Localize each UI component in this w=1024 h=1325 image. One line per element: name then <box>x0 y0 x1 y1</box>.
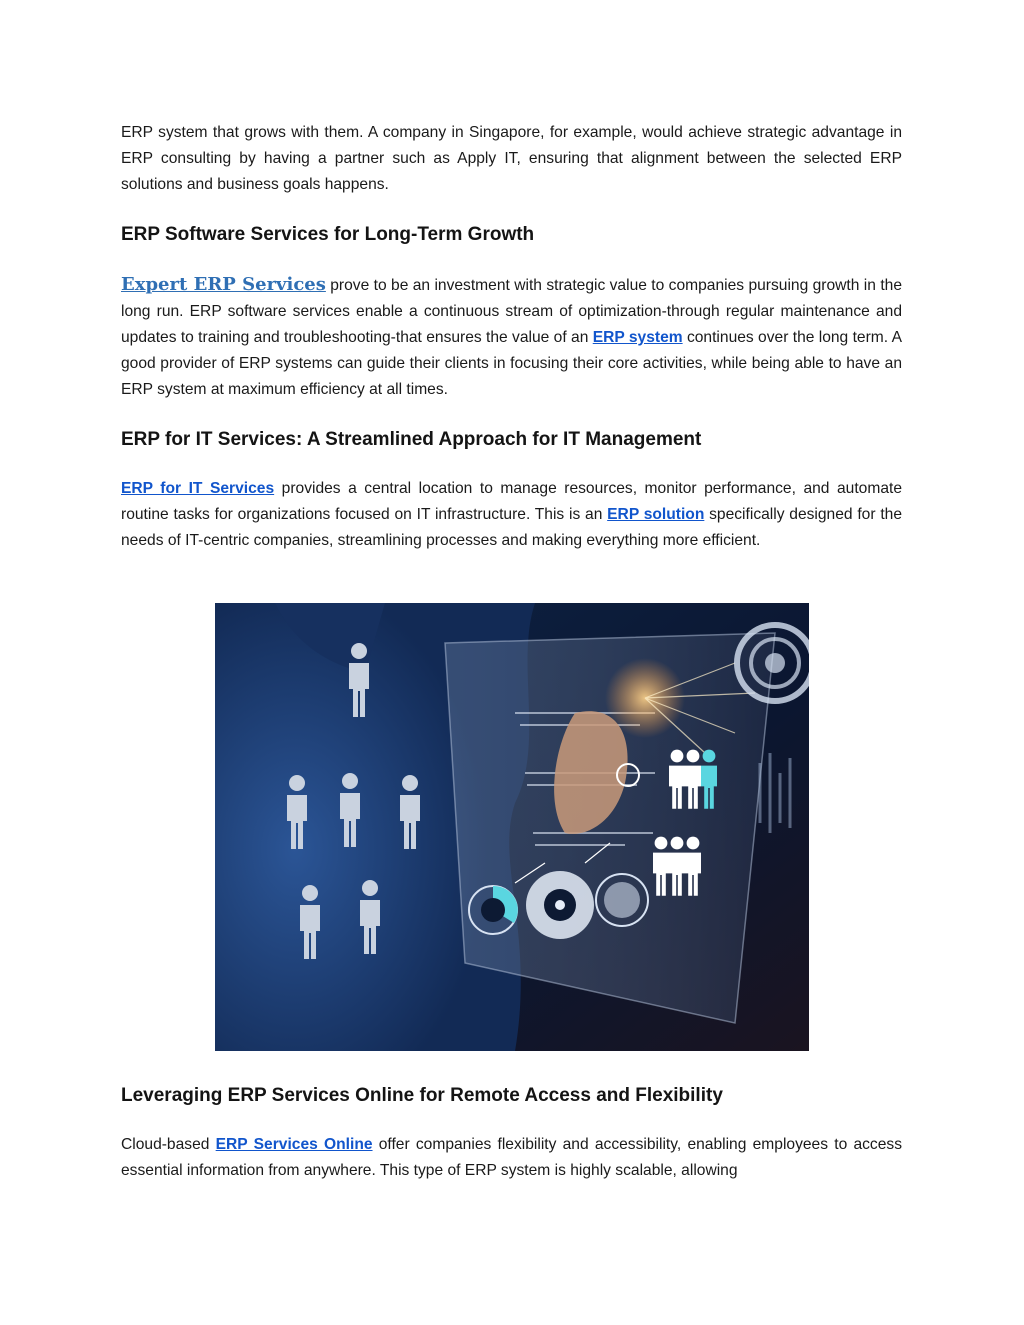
erp-for-it-services-link[interactable]: ERP for IT Services <box>121 480 275 497</box>
erp-dashboard-photo <box>215 603 809 1051</box>
paragraph-text: offer companies flexibility and accessibility, enabling employees to access essential information from anywhere. This type of ERP system is highly scalable, allowing <box>121 1136 902 1179</box>
heading-remote-access: Leveraging ERP Services Online for Remote Access and Flexibility <box>121 1085 723 1106</box>
erp-solution-link[interactable]: ERP solution <box>607 506 705 523</box>
paragraph-text: prove to be an investment with strategic value to companies pursuing growth in the long run. ERP software services enable a continuous stream of optimization-through regular maintenance and updates to training and troubleshooting-that ensures the value of an <box>121 277 902 346</box>
heading-it-services: ERP for IT Services: A Streamlined Approach for IT Management <box>121 429 702 450</box>
paragraph-text: provides a central location to manage resources, monitor performance, and automate routine tasks for organizations focused on IT infrastructure. This is an <box>121 480 902 523</box>
intro-paragraph: ERP system that grows with them. A company in Singapore, for example, would achieve strategic advantage in ERP consulting by having a partner such as Apply IT, ensuring that alignment between the selected ERP solutions and business goals happens. <box>121 124 902 193</box>
paragraph-text: Cloud-based <box>121 1136 216 1153</box>
erp-system-link[interactable]: ERP system <box>592 329 683 346</box>
heading-long-term-growth: ERP Software Services for Long-Term Growth <box>121 224 535 245</box>
paragraph-text: specifically designed for the needs of IT-centric companies, streamlining processes and making everything more efficient. <box>121 506 902 549</box>
paragraph-long-term-growth <box>121 272 902 403</box>
paragraph-remote-access <box>121 1132 902 1184</box>
erp-services-online-link[interactable]: ERP Services Online <box>215 1136 373 1153</box>
paragraph-it-services <box>121 476 902 554</box>
expert-erp-services-link[interactable]: Expert ERP Services <box>121 274 326 295</box>
photo-illustration <box>215 603 809 1051</box>
paragraph-text: continues over the long term. A good provider of ERP systems can guide their clients in focusing their core activities, while being able to have an ERP system at maximum efficiency at all times. <box>121 329 902 398</box>
